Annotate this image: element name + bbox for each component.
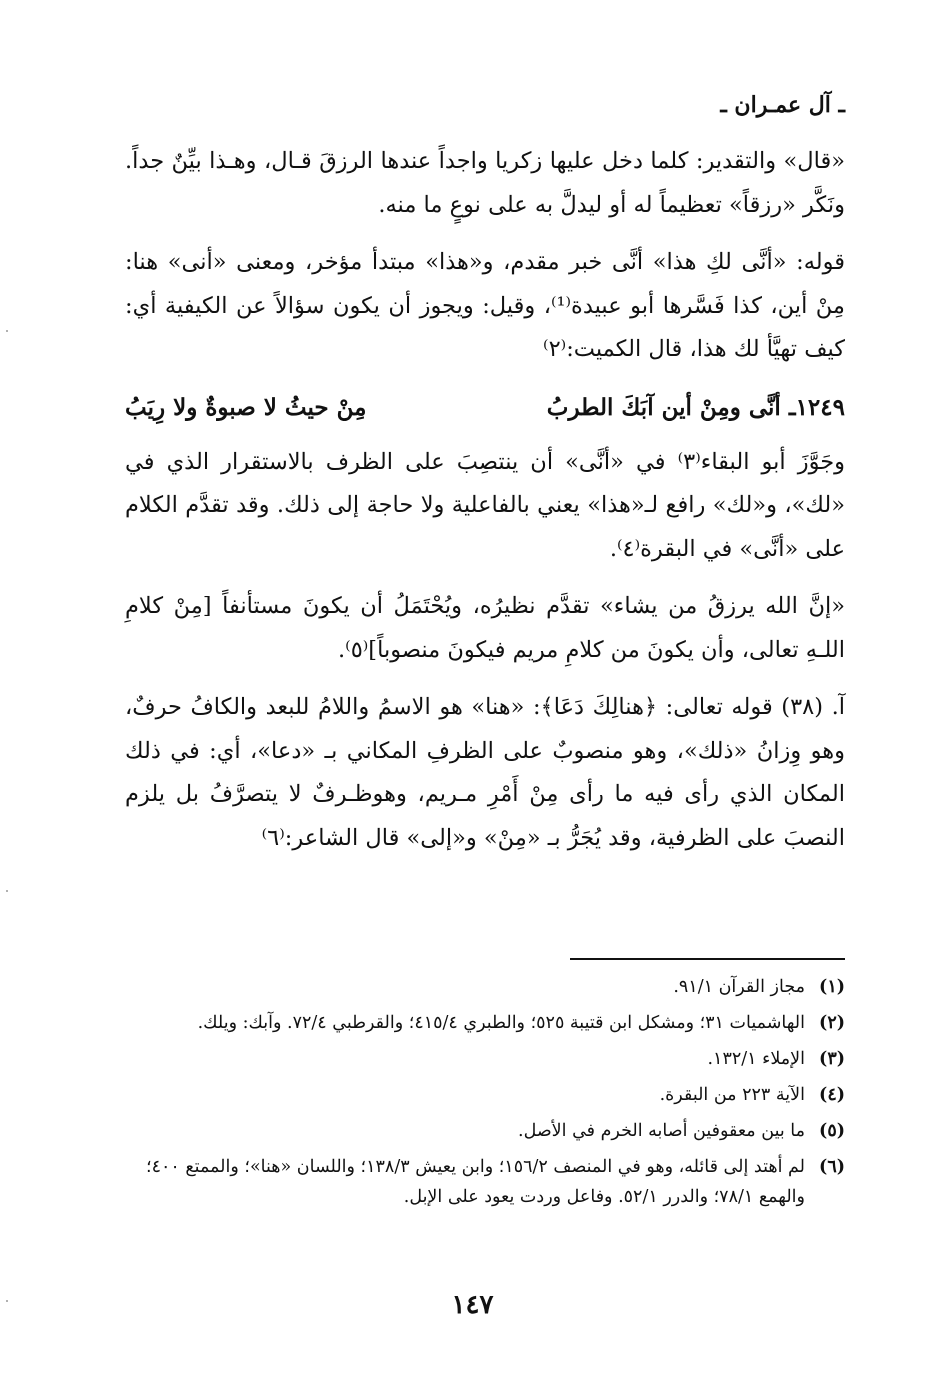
footnote-number: (٦): [819, 1157, 845, 1177]
footnote-item: [130, 1152, 845, 1212]
footnote-item: [130, 1044, 845, 1074]
footnote-number: (٥): [819, 1121, 845, 1141]
footnote-number: (٤): [819, 1085, 845, 1105]
footnote-number: (٢): [819, 1013, 845, 1033]
paragraph-1: «قال» والتقدير: كلما دخل عليها زكريا واجداً عندها الرزقَ قـال، وهـذا بيِّنٌ جداً. ونَكَّر «رزقاً» تعظيماً له أو ليدلَّ به على نوعٍ ما منه.: [125, 148, 845, 218]
main-text: [125, 140, 845, 874]
footnote-text: الإملاء ١٣٢/١.: [707, 1049, 805, 1069]
scan-speck: [6, 330, 8, 332]
footnote-item: [130, 972, 845, 1002]
footnote-item: [130, 1080, 845, 1110]
verse-second-half: مِنْ حيثُ لا صبوةٌ ولا رِيَبُ: [125, 393, 367, 421]
footnote-text: ما بين معقوفين أصابه الخرم في الأصل.: [518, 1121, 805, 1141]
verse-first-half: [547, 386, 845, 429]
poetry-verse: [125, 386, 845, 429]
footnote-text: الهاشميات ٣١؛ ومشكل ابن قتيبة ٥٢٥؛ والطبري ٤١٥/٤؛ والقرطبي ٧٢/٤. وآبك: ويلك.: [197, 1013, 805, 1033]
footnote-separator: [570, 958, 845, 960]
footnote-text: لم أهتد إلى قائله، وهو في المنصف ١٥٦/٢؛ وابن يعيش ١٣٨/٣؛ واللسان «هنا»؛ والممتع ٤٠٠؛ والهمع ٧٨/١؛ والدرر ٥٢/١. وفاعل وردت يعود على الإبل.: [146, 1157, 805, 1207]
footnote-item: [130, 1116, 845, 1146]
footnote-item: [130, 1008, 845, 1038]
footnote-number: (١): [819, 977, 845, 997]
footnotes: [130, 972, 845, 1218]
paragraph-4: «إنَّ الله يرزقُ من يشاء» تقدَّم نظيرُه، ويُحْتَمَلُ أن يكونَ مستأنفاً [مِنْ كلامِ اللـهِ تعالى، وأن يكونَ من كلامِ مريم فيكونَ منصوباً]⁽٥⁾.: [125, 593, 845, 663]
footnote-text: الآية ٢٢٣ من البقرة.: [659, 1085, 805, 1105]
footnote-number: (٣): [819, 1049, 845, 1069]
footnote-text: مجاز القرآن ٩١/١.: [673, 977, 805, 997]
paragraph-3: وجَوَّزَ أبو البقاء⁽٣⁾ في «أنَّى» أن ينتصِبَ على الظرف بالاستقرار الذي في «لك»، و«لك» رافع لـ«هذا» يعني بالفاعلية ولا حاجة إلى ذلك. وقد تقدَّم الكلام على «أنَّى» في البقرة⁽٤⁾.: [125, 448, 845, 562]
verse-number: ١٢٤٩ـ: [788, 393, 845, 421]
paragraph-5: آ. (٣٨) قوله تعالى: ﴿هنالِكَ دَعَا﴾: «هنا» هو الاسمُ واللامُ للبعد والكافُ حرفٌ، وهو وِزانُ «ذلك»، وهو منصوبٌ على الظرفِ المكاني بـ «دعا»، أي: في ذلك المكان الذي رأى فيه ما رأى مِنْ أَمْرِ مـريم، وهوظـرفٌ لا يتصرَّفُ بل يلزم النصبَ على الظرفية، وقد يُجَرُّ بـ «مِنْ» و«إلى» قال الشاعر:⁽٦⁾: [125, 694, 845, 851]
scan-speck: [6, 890, 8, 892]
scan-speck: [6, 1300, 8, 1302]
paragraph-2: قوله: «أنَّى لكِ هذا» أنَّى خبر مقدم، و«هذا» مبتدأ مؤخر، ومعنى «أنى» هنا: مِنْ أين، كذا فَسَّرها أبو عبيدة⁽¹⁾، وقيل: ويجوز أن يكون سؤالاً عن الكيفية أي: كيف تهيَّأ لك هذا، قال الكميت:⁽٢⁾: [125, 249, 845, 362]
page-number: ١٤٧: [451, 1290, 494, 1320]
running-header: ـ آل عمـران ـ: [720, 92, 845, 118]
verse-first-half-text: أنَّى ومِنْ أين آبَكَ الطربُ: [546, 393, 781, 421]
